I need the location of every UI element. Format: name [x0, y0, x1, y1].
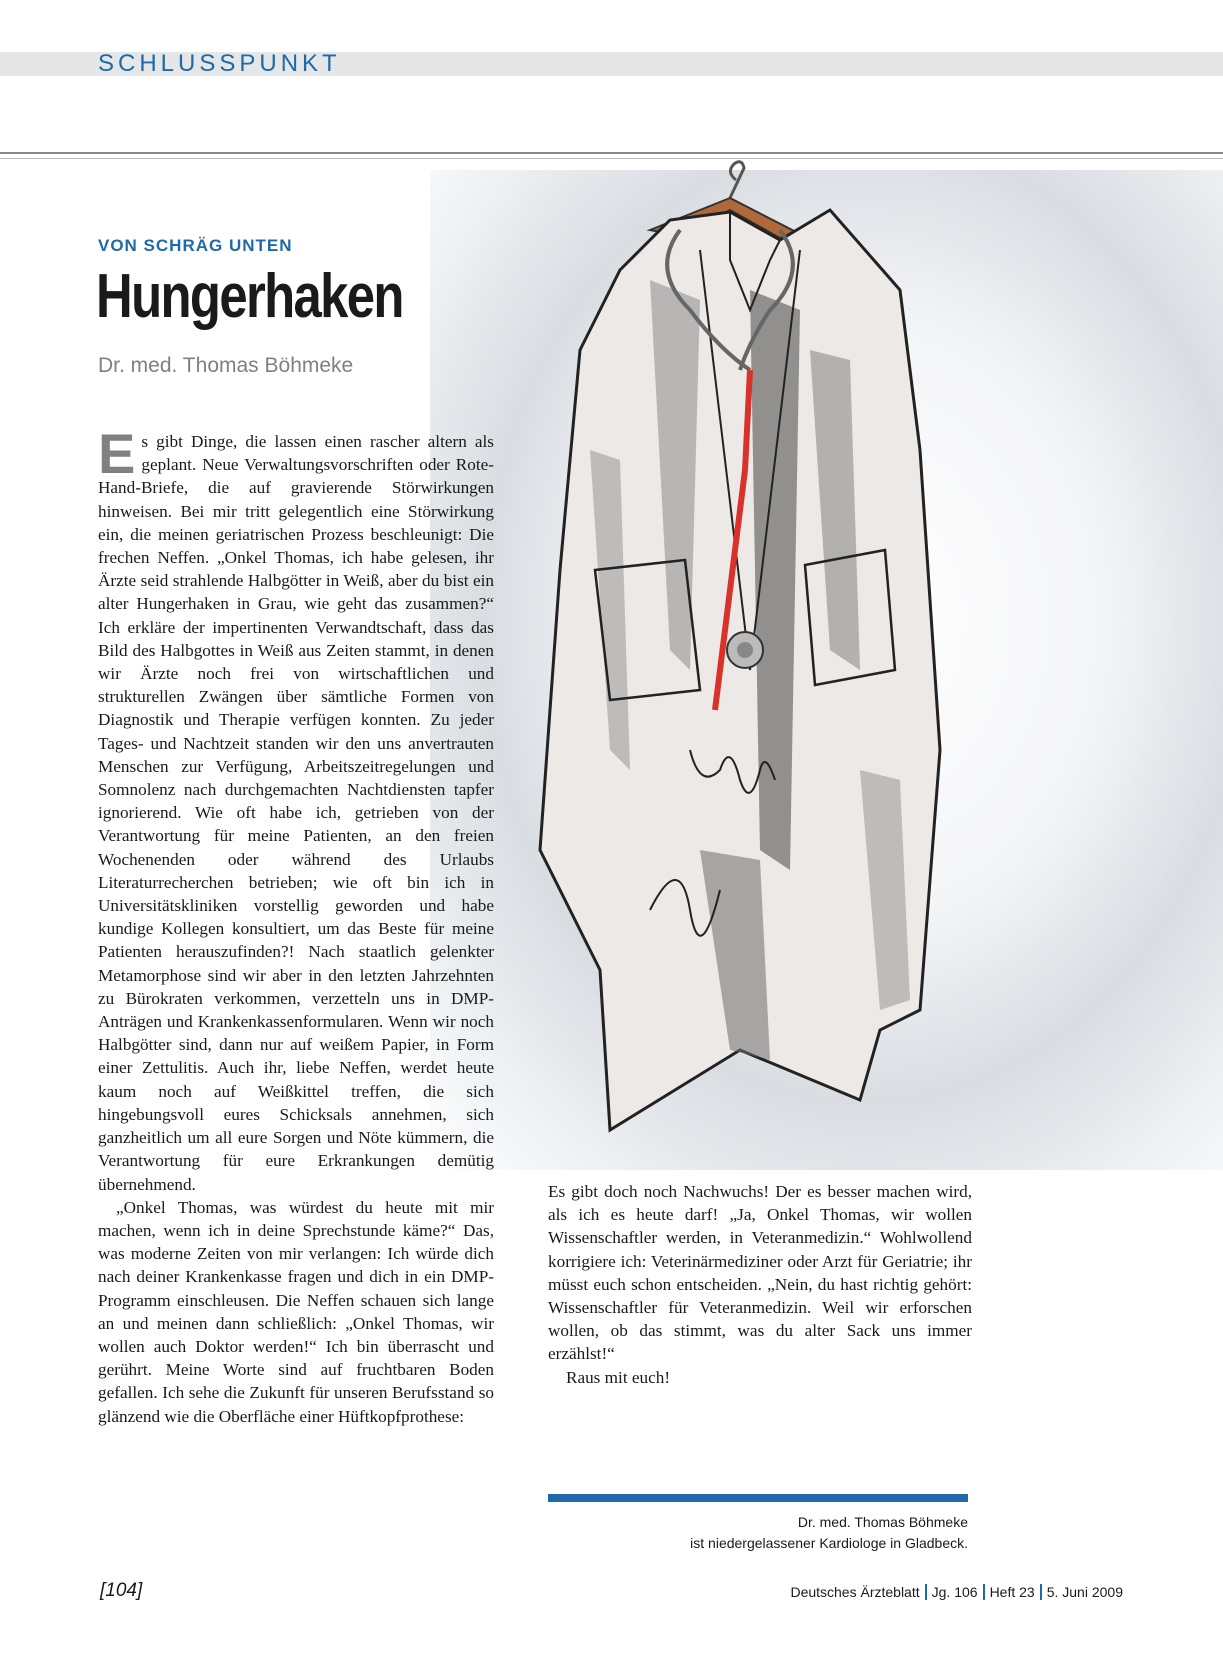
author-bio — [548, 1512, 968, 1554]
article-title: Hungerhaken — [96, 262, 403, 331]
journal-volume: Jg. 106 — [931, 1584, 978, 1600]
drop-cap: E — [98, 422, 136, 485]
bio-divider — [548, 1494, 968, 1502]
footer-citation — [790, 1584, 1123, 1600]
paragraph-1-text: s gibt Dinge, die lassen einen rascher altern als geplant. Neue Verwaltungsvorschriften oder Rote-Hand-Briefe, die auf gravierende Störwirkungen hinweisen. Bei mir tritt gelegentlich eine Störwirkung ein, die meinen geriatrischen Prozess beschleunigt: Die frechen Neffen. „Onkel Thomas, ich habe gelesen, ihr Ärzte seid strahlende Halbgötter in Weiß, aber du bist ein alter Hungerhaken in Grau, wie geht das zusammen?“ Ich erkläre der impertinenten Verwandtschaft, dass das Bild des Halbgottes in Weiß aus Zeiten stammt, in denen wir Ärzte noch frei von wirtschaftlichen und strukturellen Zwängen über sämtliche Formen von Diagnostik und Therapie verfügen konnten. Zu jeder Tages- und Nachtzeit standen wir den uns anvertrauten Menschen zur Verfügung, Arbeitszeitregelungen und Somnolenz nach durchgemachten Nachtdiensten tapfer ignorierend. Wie oft habe ich, getrieben von der Verantwortung für meine Patienten, an den freien Wochenenden oder während des Urlaubs Literaturrecherchen betrieben; wie oft bin ich in Universitätskliniken vorstellig geworden und habe kundige Kollegen konsultiert, um das Beste für meine Patienten herauszufinden?! Nach staatlich gelenkter Metamorphose sind wir aber in den letzten Jahrzehnten zu Bürokraten verkommen, verzetteln uns in DMP-Anträgen und Krankenkassenformularen. Wenn wir noch Halbgötter sind, dann nur auf weißem Papier, in Form einer Zettulitis. Auch ihr, liebe Neffen, werdet heute kaum noch auf Weißkittel treffen, die sich hingebungsvoll eures Schicksals annehmen, sich ganzheitlich um all eure Sorgen und Nöte kümmern, die Verantwortung für eure Erkrankungen demütig übernehmend. — [98, 432, 494, 1194]
article-paragraph-3: Es gibt doch noch Nachwuchs! Der es besser machen wird, als ich es heute darf! „Ja, Onkel Thomas, wir wollen Wissenschaftler werden, in Veteranmedizin.“ Wohlwollend korrigiere ich: Veterinärmediziner oder Arzt für Geriatrie; ihr müsst euch schon entscheiden. „Nein, du hast richtig gehört: Wissenschaftler für Veteranmedizin. Weil wir erforschen wollen, ob das stimmt, was du alter Sack uns immer erzählst!“ — [548, 1182, 972, 1364]
article-column-right — [548, 1180, 972, 1389]
bio-description: ist niedergelassener Kardiologe in Gladbeck. — [690, 1535, 968, 1551]
footer-separator — [1040, 1584, 1042, 1600]
lab-coat-illustration — [500, 150, 1000, 1140]
bio-name: Dr. med. Thomas Böhmeke — [797, 1514, 968, 1530]
section-label: SCHLUSSPUNKT — [98, 50, 341, 77]
page-number: [104] — [100, 1580, 143, 1601]
journal-name: Deutsches Ärzteblatt — [790, 1584, 920, 1600]
article-author: Dr. med. Thomas Böhmeke — [98, 354, 354, 377]
article-paragraph-1 — [98, 422, 494, 1196]
footer-separator — [925, 1584, 927, 1600]
footer-separator — [983, 1584, 985, 1600]
article-paragraph-2: „Onkel Thomas, was würdest du heute mit mir machen, wenn ich in deine Sprechstunde käme?“ Das, was moderne Zeiten von mir verlangen: Ich würde dich nach deiner Krankenkasse fragen und dich in ein DMP-Programm einschleusen. Die Neffen schauen sich lange an und meinen dann schließlich: „Onkel Thomas, wir wollen auch Doktor werden!“ Ich bin überrascht und gerührt. Meine Worte sind auf fruchtbaren Boden gefallen. Ich sehe die Zukunft für unseren Berufsstand so glänzend wie die Oberfläche einer Hüftkopfprothese: — [98, 1197, 494, 1426]
article-column-left — [98, 422, 494, 1428]
journal-issue: Heft 23 — [989, 1584, 1035, 1600]
article-paragraph-4: Raus mit euch! — [566, 1367, 671, 1387]
article-kicker: VON SCHRÄG UNTEN — [98, 236, 293, 255]
journal-date: 5. Juni 2009 — [1046, 1584, 1123, 1600]
